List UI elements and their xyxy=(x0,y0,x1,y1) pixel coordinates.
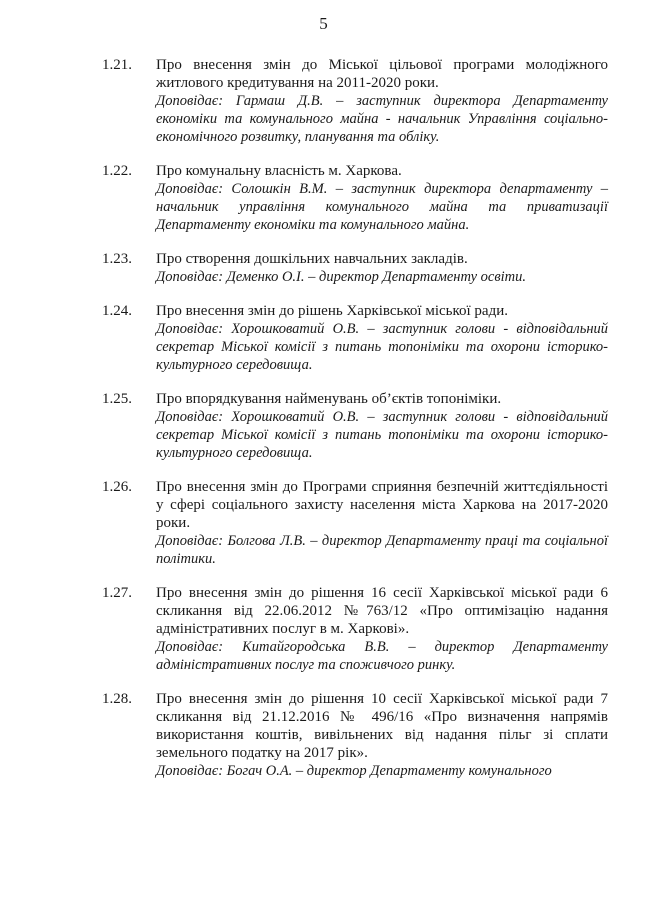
agenda-item xyxy=(0,478,647,568)
item-number: 1.23. xyxy=(102,251,132,267)
item-title: Про внесення змін до Програми сприяння безпечній життєдіяльності у сфері соціального захисту населення міста Харкова на 2017-2020 роки. xyxy=(156,479,608,531)
item-title: Про впорядкування найменувань об’єктів топоніміки. xyxy=(156,391,502,407)
item-speaker xyxy=(156,268,608,286)
speaker-label: Доповідає: xyxy=(156,321,224,337)
item-title: Про внесення змін до Міської цільової програми молодіжного житлового кредитування на 2011-2020 роки. xyxy=(156,57,608,91)
speaker-text: Болгова Л.В. – директор Департаменту праці та соціальної політики. xyxy=(156,533,608,567)
item-number: 1.28. xyxy=(102,691,132,707)
speaker-text: Богач О.А. – директор Департаменту комунального xyxy=(226,763,552,779)
item-number: 1.21. xyxy=(102,57,132,73)
item-body xyxy=(156,584,608,674)
agenda-item xyxy=(0,56,647,146)
speaker-label: Доповідає: xyxy=(156,763,224,779)
agenda-item xyxy=(0,250,647,286)
item-speaker xyxy=(156,180,608,234)
item-title: Про внесення змін до рішень Харківської міської ради. xyxy=(156,303,509,319)
item-number: 1.27. xyxy=(102,585,132,601)
speaker-label: Доповідає: xyxy=(156,93,224,109)
speaker-label: Доповідає: xyxy=(156,409,224,425)
item-body xyxy=(156,162,608,234)
item-title: Про внесення змін до рішення 16 сесії Харківської міської ради 6 скликання від 22.06.2012 №763/12 «Про оптимізацію надання адміністративних послуг в м. Харкові». xyxy=(156,585,608,637)
speaker-text: Солошкін В.М. – заступник директора департаменту – начальник управління комунального майна та приватизації Департаменту економіки та комунального майна. xyxy=(156,181,608,233)
agenda-item xyxy=(0,584,647,674)
agenda-item xyxy=(0,302,647,374)
item-body xyxy=(156,478,608,568)
item-speaker xyxy=(156,638,608,674)
agenda-item xyxy=(0,690,647,780)
item-speaker xyxy=(156,408,608,462)
speaker-text: Хорошковатий О.В. – заступник голови - відповідальний секретар Міської комісії з питань топоніміки та охорони історико-культурного середовища. xyxy=(156,321,609,373)
speaker-label: Доповідає: xyxy=(156,269,224,285)
speaker-text: Хорошковатий О.В. – заступник голови - відповідальний секретар Міської комісії з питань топоніміки та охорони історико-культурного середовища. xyxy=(156,409,609,461)
item-number: 1.25. xyxy=(102,391,132,407)
item-body xyxy=(156,250,608,286)
agenda-item xyxy=(0,162,647,234)
speaker-text: Гармаш Д.В. – заступник директора Департаменту економіки та комунального майна - начальник Управління соціально-економічного розвитку, планування та обліку. xyxy=(156,93,608,145)
speaker-text: Китайгородська В.В. – директор Департаменту адміністративних послуг та споживчого ринку. xyxy=(156,639,608,673)
item-speaker xyxy=(156,532,608,568)
speaker-label: Доповідає: xyxy=(156,181,224,197)
item-body xyxy=(156,690,608,780)
item-title: Про комунальну власність м. Харкова. xyxy=(156,163,402,179)
speaker-label: Доповідає: xyxy=(156,639,224,655)
item-number: 1.22. xyxy=(102,163,132,179)
item-body xyxy=(156,56,608,146)
item-speaker xyxy=(156,320,608,374)
item-number: 1.24. xyxy=(102,303,132,319)
item-title: Про створення дошкільних навчальних закладів. xyxy=(156,251,468,267)
item-body xyxy=(156,302,608,374)
item-title: Про внесення змін до рішення 10 сесії Харківської міської ради 7 скликання від 21.12.2016 № 496/16 «Про визначення напрямів використання коштів, вивільнених від надання пільг зі сплати земельного податку на 2017 рік». xyxy=(156,691,608,761)
item-speaker xyxy=(156,92,608,146)
agenda-list xyxy=(0,56,647,796)
agenda-item xyxy=(0,390,647,462)
page-number: 5 xyxy=(319,14,328,33)
item-number: 1.26. xyxy=(102,479,132,495)
item-body xyxy=(156,390,608,462)
speaker-text: Деменко О.І. – директор Департаменту освіти. xyxy=(226,269,526,285)
speaker-label: Доповідає: xyxy=(156,533,224,549)
item-speaker xyxy=(156,762,608,780)
